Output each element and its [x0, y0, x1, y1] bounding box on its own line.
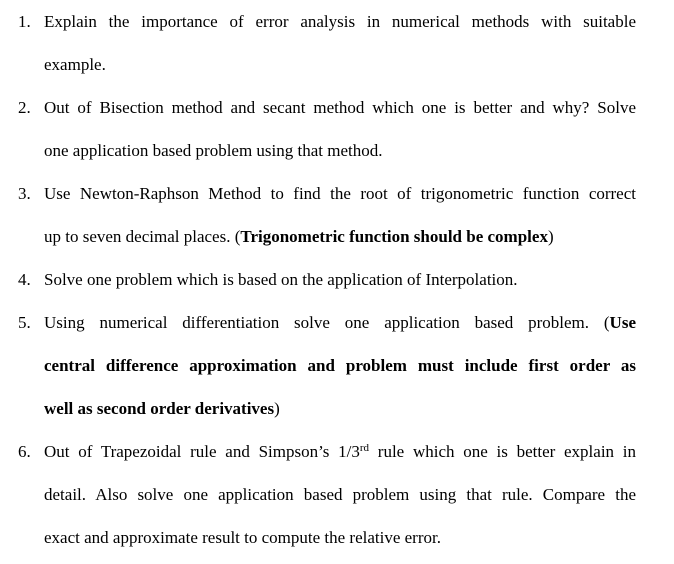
- question-text: [44, 0, 636, 86]
- question-text: [44, 430, 636, 559]
- bold-text: Trigonometric function should be complex: [240, 227, 548, 246]
- question-line: [44, 215, 636, 258]
- text-run: Solve one problem which is based on the application of Interpolation.: [44, 270, 518, 289]
- question-number: 3.: [18, 184, 31, 203]
- question-line: [44, 516, 636, 559]
- question-item: [0, 430, 674, 559]
- bold-text: well as second order derivatives: [44, 399, 275, 418]
- question-line: [44, 172, 636, 215]
- text-run: exact and approximate result to compute the relative error.: [44, 528, 441, 547]
- question-number: 1.: [18, 12, 31, 31]
- text-run: Explain the importance of error analysis in numerical methods with suitable: [44, 12, 636, 31]
- question-line: [44, 344, 636, 387]
- question-item: [0, 258, 674, 301]
- question-line: [44, 301, 636, 344]
- question-text: [44, 172, 636, 258]
- question-text: [44, 86, 636, 172]
- text-run: Use Newton-Raphson Method to find the root of trigonometric function correct: [44, 184, 636, 203]
- question-item: [0, 0, 674, 86]
- bold-text: Use: [609, 313, 636, 332]
- question-line: [44, 258, 636, 301]
- question-text: [44, 258, 636, 301]
- text-run: Using numerical differentiation solve one application based problem. (: [44, 313, 610, 332]
- question-item: [0, 172, 674, 258]
- question-line: [44, 430, 636, 473]
- question-item: [0, 301, 674, 430]
- question-line: [44, 129, 636, 172]
- question-line: [44, 387, 636, 430]
- question-line: [44, 86, 636, 129]
- question-number: 6.: [18, 442, 31, 461]
- text-run: ): [274, 399, 280, 418]
- text-run: up to seven decimal places. (: [44, 227, 241, 246]
- text-run: rule which one is better explain in: [369, 442, 636, 461]
- text-run: example.: [44, 55, 106, 74]
- question-line: [44, 0, 636, 43]
- question-item: [0, 86, 674, 172]
- question-text: [44, 301, 636, 430]
- text-run: Out of Trapezoidal rule and Simpson’s 1/3: [44, 442, 360, 461]
- question-line: [44, 473, 636, 516]
- text-run: ): [547, 227, 554, 246]
- question-number: 2.: [18, 98, 31, 117]
- question-number: 4.: [18, 270, 31, 289]
- question-line: [44, 43, 636, 86]
- superscript-text: rd: [359, 442, 370, 454]
- text-run: one application based problem using that method.: [44, 141, 383, 160]
- text-run: detail. Also solve one application based problem using that rule. Compare the: [44, 485, 636, 504]
- text-run: Out of Bisection method and secant method which one is better and why? Solve: [44, 98, 636, 117]
- bold-text: central difference approximation and problem must include first order as: [44, 356, 636, 375]
- question-number: 5.: [18, 313, 31, 332]
